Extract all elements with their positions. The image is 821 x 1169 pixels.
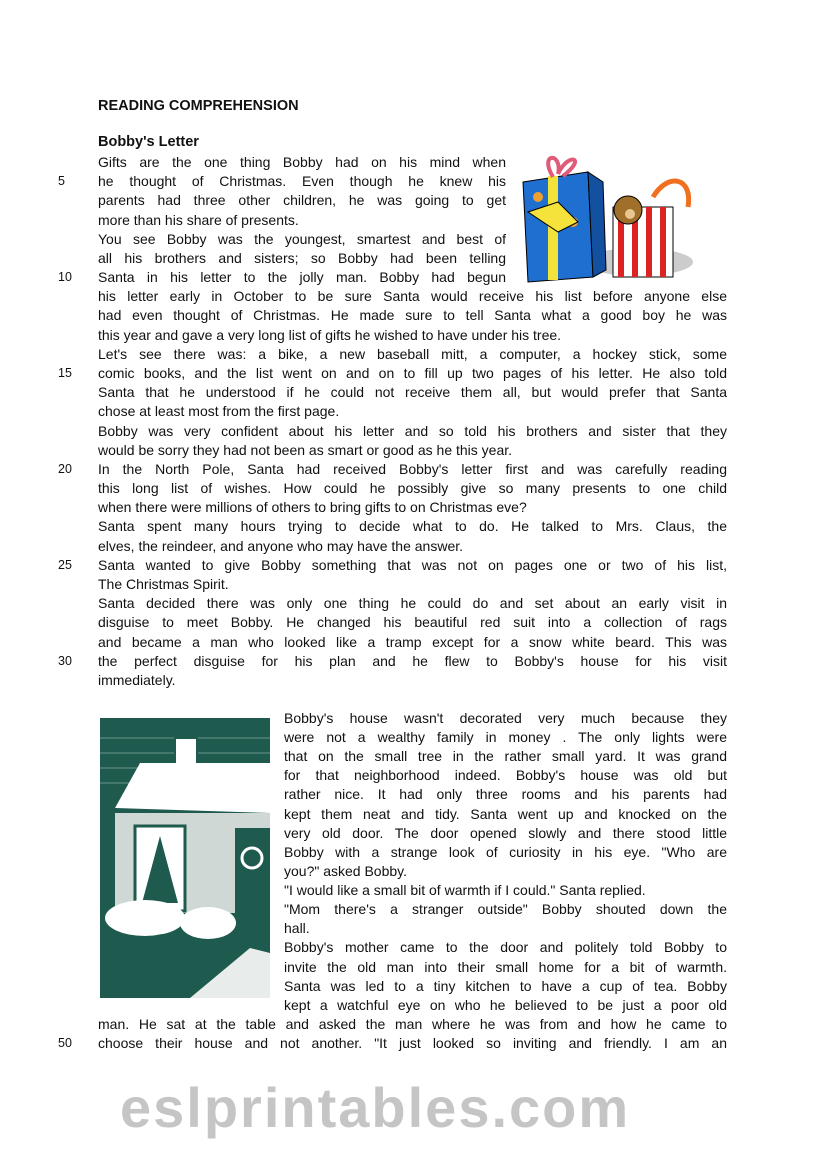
text-line: elves, the reindeer, and anyone who may have the answer. [98,538,464,554]
text-line: disguise to meet Bobby. He changed his beautiful red suit into a collection of rags [98,614,727,630]
text-line: kept them neat and tidy. Santa went up and knocked on the [284,806,727,822]
text-line: man. He sat at the table and asked the man where he was from and how he came to [98,1016,727,1032]
text-line: Santa spent many hours trying to decide what to do. He talked to Mrs. Claus, the [98,518,727,534]
text-line: Let's see there was: a bike, a new baseball mitt, a computer, a hockey stick, some [98,346,727,362]
text-line: "I would like a small bit of warmth if I could." Santa replied. [284,882,646,898]
text-line: "Mom there's a stranger outside" Bobby shouted down the [284,901,727,917]
line-number: 15 [58,366,72,380]
text-line: very old door. The door opened slowly and there stood little [284,825,727,841]
line-number: 25 [58,558,72,572]
text-line: his letter early in October to be sure Santa would receive his list before anyone else [98,288,727,304]
text-line: invite the old man into their small home for a bit of warmth. [284,959,727,975]
text-line: were not a wealthy family in money . The only lights were [284,729,727,745]
text-line: he thought of Christmas. Even though he knew his [98,173,506,189]
text-line: immediately. [98,672,176,688]
text-line: The Christmas Spirit. [98,576,229,592]
text-line: and became a man who looked like a tramp except for a snow white beard. This was [98,634,727,650]
text-line: Bobby with a strange look of curiosity in his eye. "Who are [284,844,727,860]
text-line: Bobby's mother came to the door and politely told Bobby to [284,939,727,955]
text-line: more than his share of presents. [98,212,299,228]
watermark: eslprintables.com [120,1076,631,1139]
gift-boxes-image [518,152,703,287]
line-number: 30 [58,654,72,668]
text-line: would be sorry they had not been as smart or good as he this year. [98,442,513,458]
text-line: the perfect disguise for his plan and he flew to Bobby's house for his visit [98,653,727,669]
text-line: Santa that he understood if he could not receive them all, but would prefer that Santa [98,384,727,400]
text-line: rather nice. It had only three rooms and his parents had [284,786,727,802]
text-line: this year and gave a very long list of gifts he wished to have under his tree. [98,327,562,343]
text-line: Bobby was very confident about his letter and so told his brothers and sister that they [98,423,727,439]
text-line: comic books, and the list went on and on to fill up two pages of his letter. He also told [98,365,727,381]
text-line: You see Bobby was the youngest, smartest and best of [98,231,506,247]
text-line: Santa in his letter to the jolly man. Bobby had begun [98,269,506,285]
text-line: Bobby's house wasn't decorated very much because they [284,710,727,726]
text-line: you?" asked Bobby. [284,863,408,879]
text-line: kept a watchful eye on who he believed to be just a poor old [284,997,727,1013]
text-line: Santa was led to a tiny kitchen to have a cup of tea. Bobby [284,978,727,994]
text-line: all his brothers and sisters; so Bobby had been telling [98,250,506,266]
text-line: choose their house and not another. "It just looked so inviting and friendly. I am an [98,1035,727,1051]
text-line: parents had three other children, he was going to get [98,192,506,208]
text-line: Santa decided there was only one thing he could do and set about an early visit in [98,595,727,611]
text-line: this long list of wishes. How could he possibly give so many presents to one child [98,480,727,496]
house-illustration [100,718,270,998]
text-line: In the North Pole, Santa had received Bobby's letter first and was carefully reading [98,461,727,477]
text-line: had even thought of Christmas. He made sure to tell Santa what a good boy he was [98,307,727,323]
story-title: Bobby's Letter [98,134,199,150]
text-line: Santa wanted to give Bobby something that was not on pages one or two of his list, [98,557,727,573]
text-line: for that neighborhood indeed. Bobby's house was old but [284,767,727,783]
text-line: when there were millions of others to bring gifts to on Christmas eve? [98,499,527,515]
line-number: 20 [58,462,72,476]
text-line: hall. [284,920,310,936]
page-title: READING COMPREHENSION [98,98,299,114]
line-number: 50 [58,1036,72,1050]
line-number: 10 [58,270,72,284]
text-line: chose at least most from the first page. [98,403,340,419]
text-line: Gifts are the one thing Bobby had on his mind when [98,154,506,170]
text-line: that on the small tree in the rather small yard. It was grand [284,748,727,764]
line-number: 5 [58,174,65,188]
